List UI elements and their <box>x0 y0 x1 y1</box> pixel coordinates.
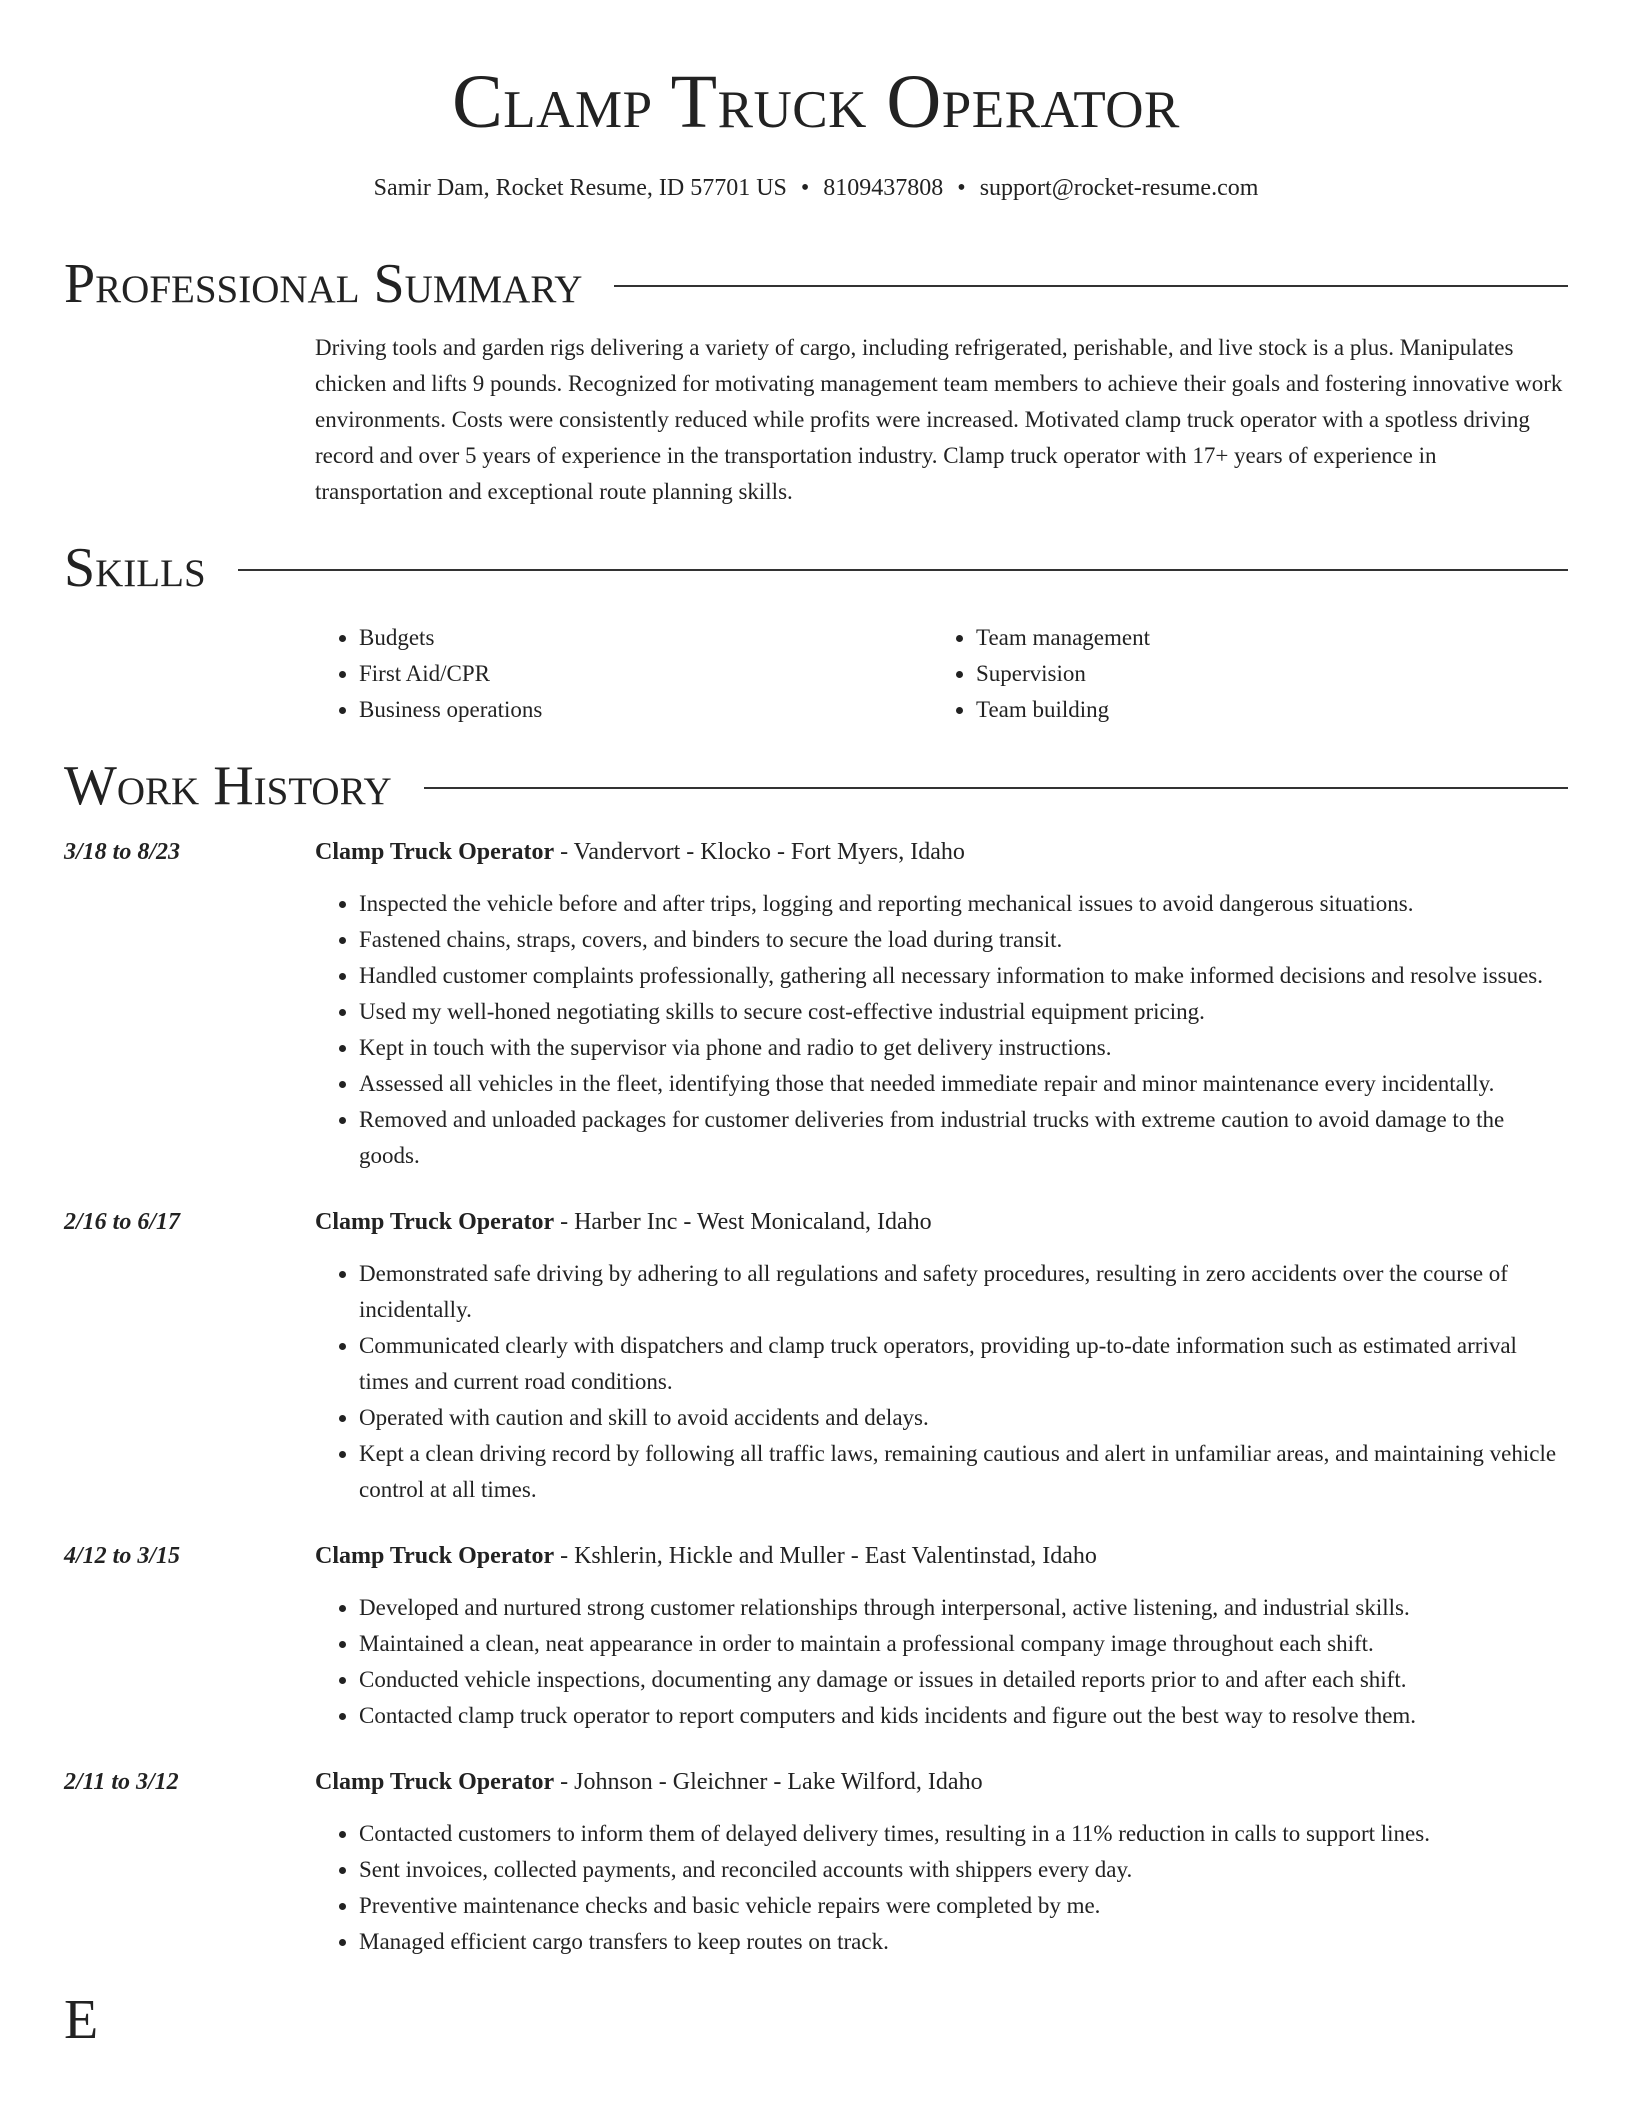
resume-title: Clamp Truck Operator <box>452 60 1180 144</box>
job-company: - Harber Inc - West Monicaland, Idaho <box>554 1209 932 1235</box>
job-bullet: • Communicated clearly with dispatchers and clamp truck operators, providing up-to-date information such as estimated arrival times and current road conditions. <box>359 1328 1568 1400</box>
job-dates: 2/16 to 6/17 <box>64 1209 181 1235</box>
work-section-header <box>64 756 1568 816</box>
job-title-line <box>315 1538 1568 1574</box>
job-bullet: • Fastened chains, straps, covers, and binders to secure the load during transit. <box>359 922 1568 958</box>
job-details <box>315 1764 1568 1960</box>
job-bullet: • Demonstrated safe driving by adhering to all regulations and safety procedures, resulting in zero accidents over the course of incidentally. <box>359 1256 1568 1328</box>
summary-heading: Professional Summary <box>64 253 583 315</box>
summary-text: Driving tools and garden rigs delivering a variety of cargo, including refrigerated, perishable, and live stock is a plus. Manipulates chicken and lifts 9 pounds. Recognized for motivating management team members to achieve their goals and fostering innovative work environments. Costs were consistently reduced while profits were increased. Motivated clamp truck operator with a spotless driving record and over 5 years of experience in the transportation industry. Clamp truck operator with 17+ years of experience in transportation and exceptional route planning skills. <box>315 335 1563 504</box>
job-bullet: • Maintained a clean, neat appearance in order to maintain a professional company image throughout each shift. <box>359 1626 1568 1662</box>
summary-section-header <box>64 254 1568 314</box>
job-title: Clamp Truck Operator <box>315 1543 555 1569</box>
skill-item: • Supervision <box>976 656 1549 692</box>
job-bullet: • Contacted clamp truck operator to report computers and kids incidents and figure out the best way to resolve them. <box>359 1698 1568 1734</box>
skills-column-right <box>932 620 1549 728</box>
skills-list <box>315 620 1568 728</box>
job-bullets <box>315 1256 1568 1508</box>
job-details <box>315 834 1568 1174</box>
contact-address: Samir Dam, Rocket Resume, ID 57701 US <box>373 175 787 201</box>
contact-line <box>64 172 1568 204</box>
skill-item: • Budgets <box>359 620 932 656</box>
job-bullet: • Inspected the vehicle before and after trips, logging and reporting mechanical issues to avoid dangerous situations. <box>359 886 1568 922</box>
job-company: - Kshlerin, Hickle and Muller - East Valentinstad, Idaho <box>554 1543 1097 1569</box>
job-details <box>315 1538 1568 1734</box>
job-bullets <box>315 886 1568 1174</box>
job-bullet: • Developed and nurtured strong customer relationships through interpersonal, active listening, and industrial skills. <box>359 1590 1568 1626</box>
job-bullet: • Sent invoices, collected payments, and reconciled accounts with shippers every day. <box>359 1852 1568 1888</box>
job-details <box>315 1204 1568 1508</box>
job-bullet: • Used my well-honed negotiating skills to secure cost-effective industrial equipment pricing. <box>359 994 1568 1030</box>
job-entry <box>64 834 1568 1174</box>
job-title: Clamp Truck Operator <box>315 1769 555 1795</box>
job-dates: 2/11 to 3/12 <box>64 1769 179 1795</box>
job-bullets <box>315 1590 1568 1734</box>
job-company: - Vandervort - Klocko - Fort Myers, Idaho <box>554 839 965 865</box>
job-entry <box>64 1204 1568 1508</box>
job-bullet: • Assessed all vehicles in the fleet, identifying those that needed immediate repair and minor maintenance every incidentally. <box>359 1066 1568 1102</box>
job-title-line <box>315 1204 1568 1240</box>
resume-page <box>64 0 1568 2050</box>
job-bullet: • Kept a clean driving record by following all traffic laws, remaining cautious and alert in unfamiliar areas, and maintaining vehicle control at all times. <box>359 1436 1568 1508</box>
skills-section-header <box>64 538 1568 598</box>
work-heading: Work History <box>64 755 392 817</box>
job-bullet: • Contacted customers to inform them of delayed delivery times, resulting in a 11% reduction in calls to support lines. <box>359 1816 1568 1852</box>
section-divider <box>424 787 1568 789</box>
job-entry <box>64 1538 1568 1734</box>
contact-separator: • <box>800 175 810 201</box>
job-bullet: • Managed efficient cargo transfers to keep routes on track. <box>359 1924 1568 1960</box>
job-bullet: • Kept in touch with the supervisor via phone and radio to get delivery instructions. <box>359 1030 1568 1066</box>
job-dates: 4/12 to 3/15 <box>64 1543 181 1569</box>
job-company: - Johnson - Gleichner - Lake Wilford, Idaho <box>554 1769 983 1795</box>
contact-separator: • <box>957 175 966 201</box>
section-divider <box>614 285 1568 287</box>
section-divider <box>238 569 1568 571</box>
contact-email: support@rocket-resume.com <box>979 175 1259 201</box>
skills-heading: Skills <box>64 537 206 599</box>
skills-column-left <box>315 620 932 728</box>
job-bullets <box>315 1816 1568 1960</box>
job-title: Clamp Truck Operator <box>315 839 555 865</box>
skill-item: • Business operations <box>359 692 932 728</box>
next-section-heading-partial: E <box>64 1989 99 2051</box>
job-entry <box>64 1764 1568 1960</box>
job-dates: 3/18 to 8/23 <box>64 839 181 865</box>
job-bullet: • Conducted vehicle inspections, documenting any damage or issues in detailed reports prior to and after each shift. <box>359 1662 1568 1698</box>
job-bullet: • Handled customer complaints professionally, gathering all necessary information to make informed decisions and resolve issues. <box>359 958 1568 994</box>
job-title-line <box>315 1764 1568 1800</box>
skill-item: • Team building <box>976 692 1549 728</box>
job-bullet: • Removed and unloaded packages for customer deliveries from industrial trucks with extreme caution to avoid damage to the goods. <box>359 1102 1568 1174</box>
contact-phone: 8109437808 <box>823 175 944 201</box>
job-title: Clamp Truck Operator <box>315 1209 555 1235</box>
job-bullet: • Preventive maintenance checks and basic vehicle repairs were completed by me. <box>359 1888 1568 1924</box>
job-title-line <box>315 834 1568 870</box>
skill-item: • First Aid/CPR <box>359 656 932 692</box>
skill-item: • Team management <box>976 620 1549 656</box>
job-bullet: • Operated with caution and skill to avoid accidents and delays. <box>359 1400 1568 1436</box>
